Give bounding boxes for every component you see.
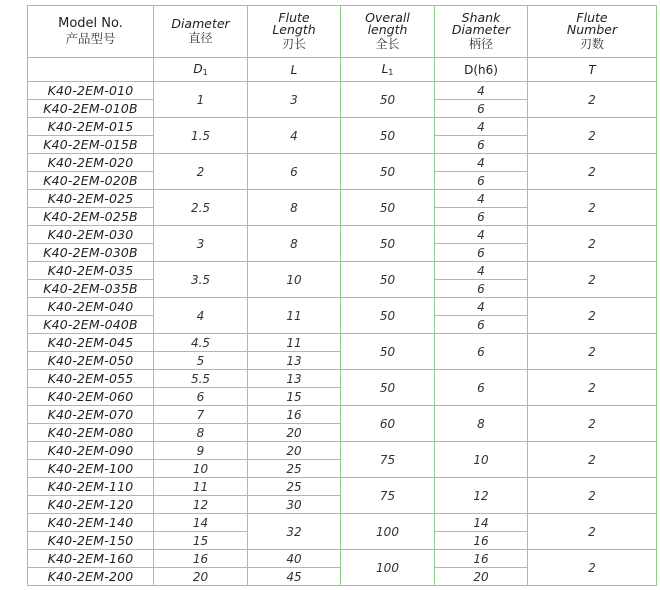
header-diameter-en: Diameter [171, 15, 230, 31]
header-flute-number [528, 6, 657, 58]
header-model [28, 6, 154, 58]
flute-length-cell: 25 [248, 460, 341, 478]
flute-length-cell: 10 [248, 262, 341, 298]
flute-number-cell: 2 [528, 370, 657, 406]
header-flute-length [248, 6, 341, 58]
symbol-row [28, 58, 657, 82]
diameter-cell: 8 [154, 424, 248, 442]
symbol-flute-number [528, 58, 657, 82]
shank-diameter-cell: 6 [435, 172, 528, 190]
symbol-flute-length [248, 58, 341, 82]
diameter-cell: 4 [154, 298, 248, 334]
model-cell: K40-2EM-140 [28, 514, 154, 532]
table-row [28, 298, 657, 316]
model-cell: K40-2EM-040 [28, 298, 154, 316]
diameter-cell: 5 [154, 352, 248, 370]
diameter-cell: 1 [154, 82, 248, 118]
spec-table-body [28, 82, 657, 586]
overall-length-cell: 100 [341, 514, 435, 550]
model-cell: K40-2EM-040B [28, 316, 154, 334]
diameter-cell: 5.5 [154, 370, 248, 388]
header-overall-length-en: Overall length [365, 9, 410, 37]
diameter-cell: 16 [154, 550, 248, 568]
flute-length-cell: 30 [248, 496, 341, 514]
flute-number-cell: 2 [528, 154, 657, 190]
diameter-cell: 2.5 [154, 190, 248, 226]
flute-length-cell: 45 [248, 568, 341, 586]
symbol-shank-diameter [435, 58, 528, 82]
flute-length-cell: 6 [248, 154, 341, 190]
diameter-cell: 7 [154, 406, 248, 424]
spec-table-container [27, 5, 657, 586]
model-cell: K40-2EM-160 [28, 550, 154, 568]
diameter-cell: 15 [154, 532, 248, 550]
table-row [28, 226, 657, 244]
model-cell: K40-2EM-090 [28, 442, 154, 460]
diameter-cell: 12 [154, 496, 248, 514]
header-overall-length-cn: 全长 [375, 36, 400, 51]
header-overall-length [341, 6, 435, 58]
flute-number-cell: 2 [528, 442, 657, 478]
shank-diameter-cell: 4 [435, 262, 528, 280]
shank-diameter-cell: 20 [435, 568, 528, 586]
flute-length-cell: 4 [248, 118, 341, 154]
shank-diameter-cell: 14 [435, 514, 528, 532]
flute-length-cell: 20 [248, 442, 341, 460]
model-cell: K40-2EM-050 [28, 352, 154, 370]
flute-number-cell: 2 [528, 550, 657, 586]
model-cell: K40-2EM-020B [28, 172, 154, 190]
overall-length-cell: 75 [341, 478, 435, 514]
shank-diameter-cell: 6 [435, 100, 528, 118]
overall-length-cell: 50 [341, 226, 435, 262]
overall-length-cell: 50 [341, 262, 435, 298]
symbol-overall-length [341, 58, 435, 82]
shank-diameter-cell: 6 [435, 370, 528, 406]
table-row [28, 406, 657, 424]
model-cell: K40-2EM-070 [28, 406, 154, 424]
model-cell: K40-2EM-110 [28, 478, 154, 496]
diameter-cell: 20 [154, 568, 248, 586]
shank-diameter-cell: 4 [435, 82, 528, 100]
symbol-dh6: D(h6) [464, 62, 498, 77]
header-diameter [154, 6, 248, 58]
overall-length-cell: 50 [341, 334, 435, 370]
diameter-cell: 3 [154, 226, 248, 262]
flute-length-cell: 16 [248, 406, 341, 424]
shank-diameter-cell: 6 [435, 136, 528, 154]
overall-length-cell: 60 [341, 406, 435, 442]
model-cell: K40-2EM-020 [28, 154, 154, 172]
diameter-cell: 6 [154, 388, 248, 406]
flute-number-cell: 2 [528, 262, 657, 298]
diameter-cell: 9 [154, 442, 248, 460]
table-row [28, 370, 657, 388]
diameter-cell: 4.5 [154, 334, 248, 352]
diameter-cell: 2 [154, 154, 248, 190]
diameter-cell: 3.5 [154, 262, 248, 298]
symbol-d1: D [193, 62, 203, 76]
flute-length-cell: 25 [248, 478, 341, 496]
overall-length-cell: 50 [341, 82, 435, 118]
flute-length-cell: 32 [248, 514, 341, 550]
shank-diameter-cell: 6 [435, 316, 528, 334]
table-row [28, 478, 657, 496]
table-row [28, 334, 657, 352]
model-cell: K40-2EM-010B [28, 100, 154, 118]
model-cell: K40-2EM-025 [28, 190, 154, 208]
flute-length-cell: 13 [248, 352, 341, 370]
header-shank-diameter [435, 6, 528, 58]
table-row [28, 118, 657, 136]
shank-diameter-cell: 6 [435, 244, 528, 262]
table-row [28, 442, 657, 460]
flute-length-cell: 20 [248, 424, 341, 442]
flute-length-cell: 8 [248, 226, 341, 262]
flute-number-cell: 2 [528, 118, 657, 154]
header-diameter-cn: 直径 [188, 30, 213, 45]
shank-diameter-cell: 4 [435, 298, 528, 316]
symbol-diameter [154, 58, 248, 82]
model-cell: K40-2EM-200 [28, 568, 154, 586]
overall-length-cell: 75 [341, 442, 435, 478]
diameter-cell: 10 [154, 460, 248, 478]
flute-number-cell: 2 [528, 226, 657, 262]
model-cell: K40-2EM-015B [28, 136, 154, 154]
shank-diameter-cell: 8 [435, 406, 528, 442]
overall-length-cell: 50 [341, 298, 435, 334]
flute-length-cell: 13 [248, 370, 341, 388]
table-row [28, 190, 657, 208]
flute-length-cell: 8 [248, 190, 341, 226]
symbol-t: T [588, 62, 596, 77]
overall-length-cell: 100 [341, 550, 435, 586]
shank-diameter-cell: 16 [435, 550, 528, 568]
table-row [28, 154, 657, 172]
flute-number-cell: 2 [528, 190, 657, 226]
diameter-cell: 1.5 [154, 118, 248, 154]
header-flute-number-en: Flute Number [566, 9, 618, 37]
symbol-l1: L [381, 62, 389, 76]
flute-length-cell: 11 [248, 298, 341, 334]
model-cell: K40-2EM-010 [28, 82, 154, 100]
flute-length-cell: 15 [248, 388, 341, 406]
model-cell: K40-2EM-100 [28, 460, 154, 478]
symbol-d1-sub: 1 [202, 68, 208, 77]
shank-diameter-cell: 6 [435, 280, 528, 298]
flute-number-cell: 2 [528, 334, 657, 370]
header-flute-number-cn: 刃数 [579, 36, 604, 51]
header-row [28, 6, 657, 58]
model-cell: K40-2EM-035B [28, 280, 154, 298]
shank-diameter-cell: 6 [435, 208, 528, 226]
flute-length-cell: 11 [248, 334, 341, 352]
symbol-model [28, 58, 154, 82]
flute-number-cell: 2 [528, 298, 657, 334]
shank-diameter-cell: 4 [435, 118, 528, 136]
header-flute-length-cn: 刃长 [281, 36, 306, 51]
flute-number-cell: 2 [528, 478, 657, 514]
header-flute-length-en: Flute Length [272, 9, 316, 37]
symbol-l: L [290, 62, 298, 77]
overall-length-cell: 50 [341, 154, 435, 190]
flute-length-cell: 3 [248, 82, 341, 118]
shank-diameter-cell: 16 [435, 532, 528, 550]
diameter-cell: 14 [154, 514, 248, 532]
shank-diameter-cell: 4 [435, 226, 528, 244]
table-row [28, 550, 657, 568]
flute-number-cell: 2 [528, 406, 657, 442]
spec-table [27, 5, 657, 586]
shank-diameter-cell: 4 [435, 154, 528, 172]
shank-diameter-cell: 12 [435, 478, 528, 514]
symbol-l1-sub: 1 [388, 68, 394, 77]
model-cell: K40-2EM-035 [28, 262, 154, 280]
model-cell: K40-2EM-030 [28, 226, 154, 244]
model-cell: K40-2EM-030B [28, 244, 154, 262]
header-shank-diameter-cn: 柄径 [468, 36, 493, 51]
overall-length-cell: 50 [341, 190, 435, 226]
overall-length-cell: 50 [341, 370, 435, 406]
model-cell: K40-2EM-060 [28, 388, 154, 406]
header-model-en: Model No. [58, 15, 123, 31]
overall-length-cell: 50 [341, 118, 435, 154]
header-shank-diameter-en: Shank Diameter [451, 9, 511, 37]
model-cell: K40-2EM-015 [28, 118, 154, 136]
table-row [28, 262, 657, 280]
model-cell: K40-2EM-120 [28, 496, 154, 514]
shank-diameter-cell: 4 [435, 190, 528, 208]
flute-number-cell: 2 [528, 514, 657, 550]
model-cell: K40-2EM-080 [28, 424, 154, 442]
model-cell: K40-2EM-025B [28, 208, 154, 226]
shank-diameter-cell: 6 [435, 334, 528, 370]
model-cell: K40-2EM-045 [28, 334, 154, 352]
diameter-cell: 11 [154, 478, 248, 496]
shank-diameter-cell: 10 [435, 442, 528, 478]
model-cell: K40-2EM-150 [28, 532, 154, 550]
table-row [28, 82, 657, 100]
flute-number-cell: 2 [528, 82, 657, 118]
header-model-cn: 产品型号 [65, 30, 116, 46]
flute-length-cell: 40 [248, 550, 341, 568]
model-cell: K40-2EM-055 [28, 370, 154, 388]
table-row [28, 514, 657, 532]
